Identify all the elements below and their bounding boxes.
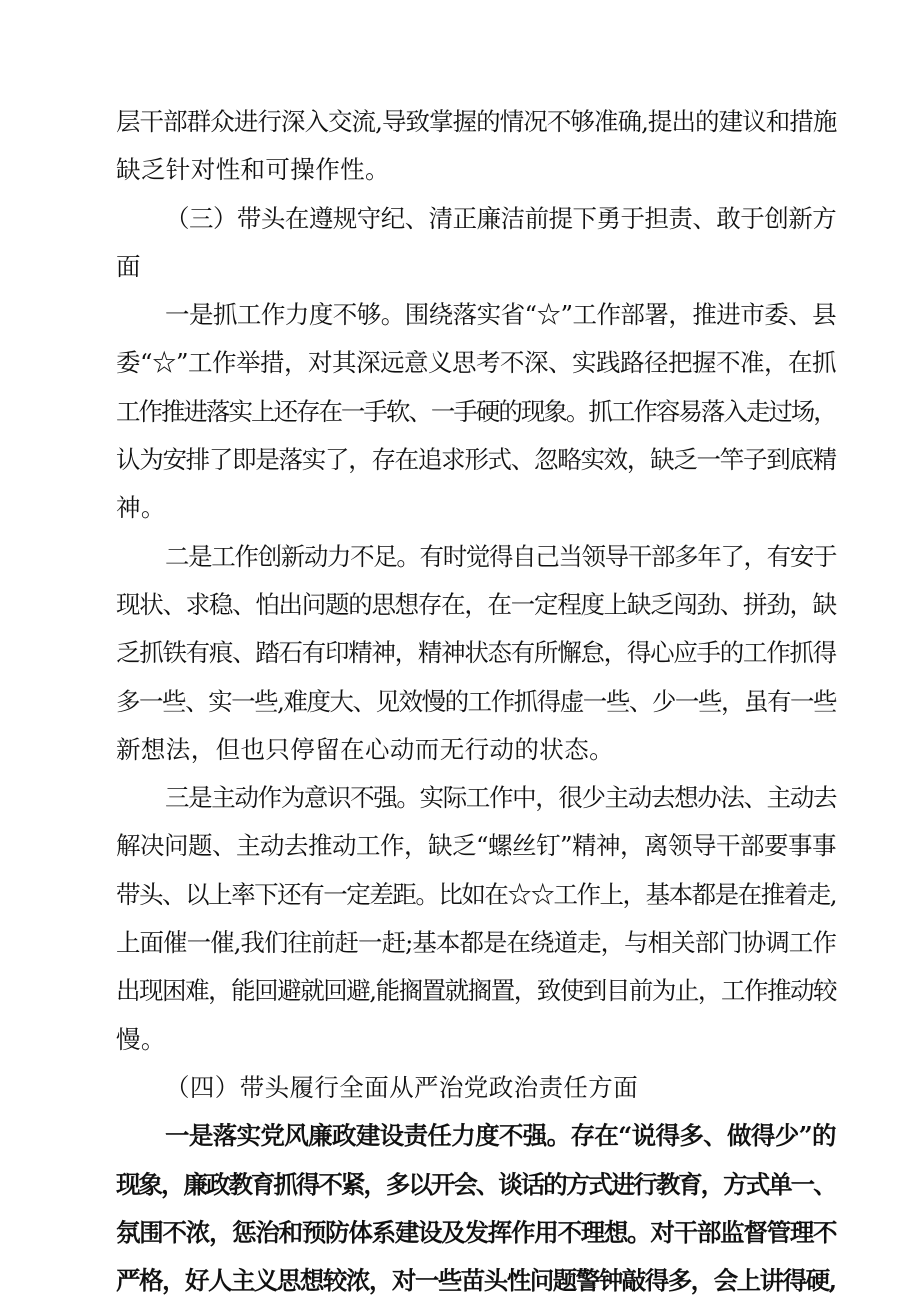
text-line: 委“☆”工作举措，对其深远意义思考不深、实践路径把握不准，在抓 [116,348,836,378]
text-line: （四）带头履行全面从严治党政治责任方面 [165,1072,639,1102]
text-line: 现象，廉政教育抓得不紧，多以开会、谈话的方式进行教育，方式单一、 [116,1169,836,1199]
text-line: 三是主动作为意识不强。实际工作中，很少主动去想办法、主动去 [165,783,837,813]
text-line: 层干部群众进行深入交流,导致掌握的情况不够准确,提出的建议和措施 [116,107,837,136]
text-line: 带头、以上率下还有一定差距。比如在☆☆工作上，基本都是在推着走, [116,879,837,909]
text-line: 氛围不浓，惩治和预防体系建设及发挥作用不理想。对干部监督管理不 [116,1217,837,1247]
text-line: 一是落实党风廉政建设责任力度不强。存在“说得多、做得少”的 [165,1121,836,1151]
text-line: 现状、求稳、怕出问题的思想存在，在一定程度上缺乏闯劲、拼劲，缺 [116,589,836,619]
text-line: 严格，好人主义思想较浓，对一些苗头性问题警钟敲得多，会上讲得硬, [116,1266,836,1296]
text-line: 乏抓铁有痕、踏石有印精神，精神状态有所懈怠，得心应手的工作抓得 [116,638,836,668]
text-line: 新想法，但也只停留在心动而无行动的状态。 [116,734,614,764]
text-line: （三）带头在遵规守纪、清正廉洁前提下勇于担责、敢于创新方 [165,203,837,233]
text-line: 慢。 [116,1024,166,1054]
text-line: 认为安排了即是落实了，存在追求形式、忽略实效，缺乏一竿子到底精 [116,445,836,475]
text-line: 工作推进落实上还存在一手软、一手硬的现象。抓工作容易落入走过场， [116,396,836,426]
text-line: 上面催一催,我们往前赶一赶;基本都是在绕道走，与相关部门协调工作 [116,928,836,958]
text-line: 面 [116,251,141,281]
text-line: 缺乏针对性和可操作性。 [116,155,390,185]
document-body [116,98,836,1305]
text-line: 神。 [116,493,166,523]
text-line: 解决问题、主动去推动工作，缺乏“螺丝钉”精神，离领导干部要事事 [116,831,836,861]
text-line: 一是抓工作力度不够。围绕落实省“☆”工作部署，推进市委、县 [165,300,837,330]
text-line: 出现困难，能回避就回避,能搁置就搁置，致使到目前为止，工作推动较 [116,976,837,1006]
text-line: 二是工作创新动力不足。有时觉得自己当领导干部多年了，有安于 [165,541,837,571]
text-line: 多一些、实一些,难度大、见效慢的工作抓得虚一些、少一些，虽有一些 [116,686,837,716]
